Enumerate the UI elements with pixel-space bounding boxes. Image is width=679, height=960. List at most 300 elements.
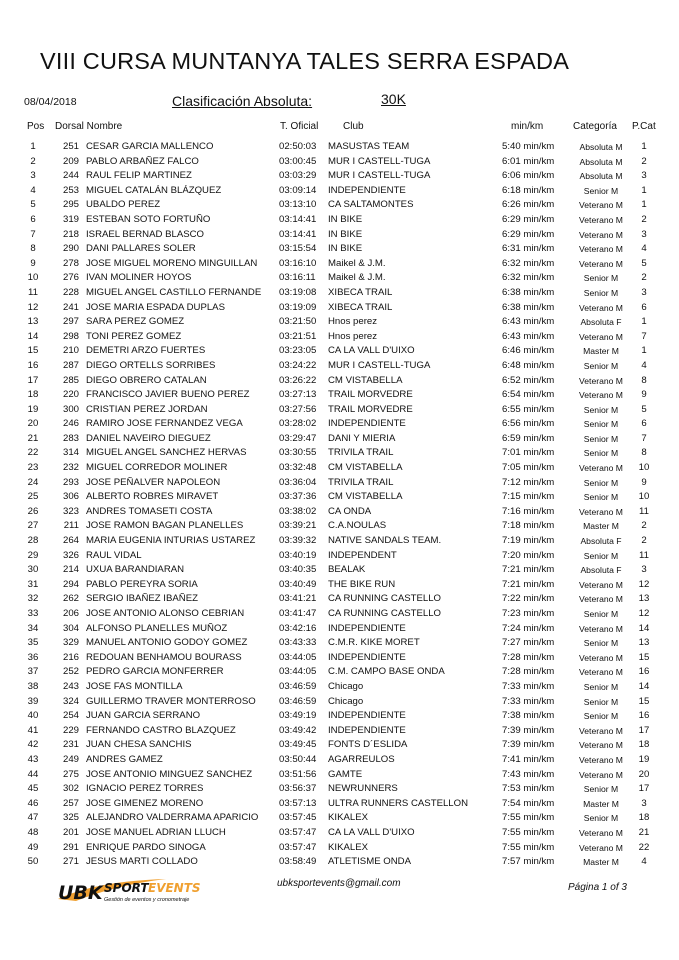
result-time: 03:38:02 bbox=[279, 505, 317, 517]
result-time: 03:14:41 bbox=[279, 228, 317, 240]
result-time: 03:39:21 bbox=[279, 520, 317, 532]
result-bib: 246 bbox=[62, 418, 79, 430]
result-name: FRANCISCO JAVIER BUENO PEREZ bbox=[86, 389, 250, 401]
result-category: Senior M bbox=[583, 638, 619, 649]
result-position: 32 bbox=[27, 593, 39, 605]
column-header-club: Club bbox=[343, 121, 364, 132]
table-row bbox=[0, 140, 679, 155]
result-club: INDEPENDIENTE bbox=[328, 184, 406, 196]
table-row bbox=[0, 797, 679, 812]
result-name: JOSE GIMENEZ MORENO bbox=[86, 797, 204, 809]
result-category: Senior M bbox=[583, 419, 619, 430]
column-header-dorsal-name: Dorsal Nombre bbox=[55, 121, 123, 132]
result-category: Master M bbox=[583, 346, 619, 357]
result-category-position: 3 bbox=[641, 170, 647, 182]
result-club: Maikel & J.M. bbox=[328, 272, 386, 284]
result-club: IN BIKE bbox=[328, 228, 363, 240]
column-header-pos: Pos bbox=[27, 121, 45, 132]
result-club: TRIVILA TRAIL bbox=[328, 476, 394, 488]
contact-email: ubksportevents@gmail.com bbox=[277, 878, 401, 889]
column-header-category: Categoría bbox=[573, 121, 617, 132]
result-bib: 276 bbox=[62, 272, 79, 284]
result-pace: 7:21 min/km bbox=[502, 564, 555, 576]
table-row bbox=[0, 811, 679, 826]
result-time: 03:46:59 bbox=[279, 695, 317, 707]
result-name: JOSE MANUEL ADRIAN LLUCH bbox=[86, 826, 226, 838]
result-time: 03:32:48 bbox=[279, 462, 317, 474]
result-position: 10 bbox=[27, 272, 39, 284]
classification-label: Clasificación Absoluta: bbox=[172, 93, 313, 109]
result-category-position: 17 bbox=[638, 783, 650, 795]
result-category-position: 3 bbox=[641, 286, 647, 298]
result-pace: 6:31 min/km bbox=[502, 243, 555, 255]
result-time: 03:50:44 bbox=[279, 753, 317, 765]
result-club: MASUSTAS TEAM bbox=[328, 141, 410, 152]
result-club: INDEPENDIENTE bbox=[328, 710, 406, 722]
result-category: Veterano M bbox=[579, 214, 623, 225]
result-name: IGNACIO PEREZ TORRES bbox=[86, 783, 204, 795]
result-position: 30 bbox=[27, 564, 39, 576]
result-category: Veterano M bbox=[579, 302, 623, 313]
result-pace: 6:26 min/km bbox=[502, 199, 555, 211]
result-position: 31 bbox=[27, 578, 39, 590]
result-pace: 6:52 min/km bbox=[502, 374, 555, 386]
result-category-position: 3 bbox=[641, 228, 647, 240]
result-name: ALBERTO ROBRES MIRAVET bbox=[86, 491, 219, 503]
result-time: 03:44:05 bbox=[279, 651, 317, 663]
result-club: TRAIL MORVEDRE bbox=[328, 403, 413, 415]
result-club: CA RUNNING CASTELLO bbox=[328, 608, 442, 619]
result-pace: 6:54 min/km bbox=[502, 389, 555, 401]
result-time: 03:49:19 bbox=[279, 710, 317, 722]
result-pace: 7:33 min/km bbox=[502, 695, 555, 707]
table-row bbox=[0, 359, 679, 374]
result-category-position: 12 bbox=[638, 608, 650, 619]
event-date: 08/04/2018 bbox=[24, 96, 77, 108]
result-category-position: 2 bbox=[641, 535, 647, 547]
result-bib: 249 bbox=[62, 753, 79, 765]
result-bib: 214 bbox=[62, 564, 79, 576]
table-row bbox=[0, 622, 679, 637]
result-position: 5 bbox=[30, 199, 36, 211]
result-category: Senior M bbox=[583, 185, 619, 196]
result-name: ENRIQUE PARDO SINOGA bbox=[86, 841, 206, 853]
result-pace: 7:05 min/km bbox=[502, 462, 555, 474]
result-name: CRISTIAN PEREZ JORDAN bbox=[86, 403, 208, 415]
result-pace: 6:01 min/km bbox=[502, 155, 555, 167]
result-time: 03:27:56 bbox=[279, 403, 317, 415]
result-position: 11 bbox=[28, 286, 38, 298]
result-time: 03:57:45 bbox=[279, 812, 317, 824]
result-club: XIBECA TRAIL bbox=[328, 301, 393, 313]
result-bib: 257 bbox=[62, 797, 79, 809]
result-category: Senior M bbox=[583, 448, 619, 459]
result-position: 47 bbox=[27, 812, 39, 824]
result-category: Senior M bbox=[583, 433, 619, 444]
result-category-position: 20 bbox=[638, 768, 650, 780]
result-bib: 275 bbox=[62, 768, 79, 780]
result-pace: 7:33 min/km bbox=[502, 680, 555, 692]
result-club: Chicago bbox=[328, 680, 364, 692]
result-club: IN BIKE bbox=[328, 243, 363, 255]
result-time: 03:36:04 bbox=[279, 476, 317, 488]
table-row bbox=[0, 271, 679, 286]
result-category: Senior M bbox=[583, 550, 619, 561]
result-category-position: 8 bbox=[641, 447, 647, 459]
table-row bbox=[0, 841, 679, 856]
result-pace: 7:01 min/km bbox=[502, 447, 555, 459]
result-category: Veterano M bbox=[579, 375, 623, 386]
result-club: CM VISTABELLA bbox=[328, 491, 403, 503]
result-bib: 302 bbox=[62, 783, 79, 795]
result-category-position: 16 bbox=[638, 666, 650, 678]
result-bib: 304 bbox=[62, 622, 79, 634]
table-row bbox=[0, 680, 679, 695]
logo-sport-text: SPORT bbox=[104, 881, 149, 895]
result-category: Veterano M bbox=[579, 769, 623, 780]
result-club: CM VISTABELLA bbox=[328, 374, 403, 386]
result-position: 16 bbox=[27, 359, 39, 371]
result-category: Absoluta M bbox=[579, 142, 623, 152]
result-category-position: 9 bbox=[641, 389, 647, 401]
result-category: Veterano M bbox=[579, 258, 623, 269]
result-position: 8 bbox=[30, 243, 36, 255]
result-bib: 243 bbox=[62, 680, 79, 692]
result-category: Absoluta M bbox=[579, 171, 623, 182]
result-bib: 283 bbox=[62, 432, 79, 444]
result-position: 41 bbox=[27, 724, 39, 736]
result-bib: 300 bbox=[62, 403, 79, 415]
result-position: 25 bbox=[27, 491, 39, 503]
table-row bbox=[0, 330, 679, 345]
result-time: 03:19:08 bbox=[279, 286, 317, 298]
result-position: 23 bbox=[27, 462, 39, 474]
result-time: 03:29:47 bbox=[279, 432, 317, 444]
result-club: C.A.NOULAS bbox=[328, 520, 387, 532]
result-time: 03:39:32 bbox=[279, 535, 317, 547]
result-category-position: 17 bbox=[638, 724, 650, 736]
result-pace: 7:21 min/km bbox=[502, 578, 555, 590]
column-header-pcat: P.Cat bbox=[632, 121, 656, 132]
result-time: 03:40:35 bbox=[279, 564, 317, 576]
result-time: 03:21:51 bbox=[279, 330, 317, 342]
result-bib: 253 bbox=[62, 184, 79, 196]
result-time: 03:16:11 bbox=[279, 272, 316, 284]
result-category: Senior M bbox=[583, 784, 619, 795]
result-pace: 6:18 min/km bbox=[502, 184, 555, 196]
result-position: 19 bbox=[27, 403, 39, 415]
result-bib: 295 bbox=[62, 199, 79, 211]
result-category: Veterano M bbox=[579, 390, 623, 401]
result-category-position: 19 bbox=[638, 753, 650, 765]
result-name: ALFONSO PLANELLES MUÑOZ bbox=[86, 622, 228, 634]
result-category: Absoluta M bbox=[579, 156, 623, 167]
result-bib: 228 bbox=[62, 286, 79, 298]
result-time: 03:09:14 bbox=[279, 184, 317, 196]
table-row bbox=[0, 446, 679, 461]
result-time: 03:14:41 bbox=[279, 213, 317, 225]
table-row bbox=[0, 315, 679, 330]
result-bib: 231 bbox=[62, 739, 79, 751]
result-time: 03:43:33 bbox=[279, 637, 317, 649]
result-name: IVAN MOLINER HOYOS bbox=[86, 272, 192, 284]
result-category-position: 3 bbox=[641, 564, 647, 576]
result-bib: 306 bbox=[62, 491, 79, 503]
result-position: 33 bbox=[27, 608, 39, 619]
result-club: KIKALEX bbox=[328, 841, 368, 853]
result-club: GAMTE bbox=[328, 768, 363, 780]
result-bib: 293 bbox=[62, 476, 79, 488]
result-category: Veterano M bbox=[579, 229, 623, 240]
result-name: MANUEL ANTONIO GODOY GOMEZ bbox=[86, 637, 248, 649]
result-position: 18 bbox=[27, 389, 39, 401]
result-category: Senior M bbox=[583, 711, 619, 722]
result-position: 44 bbox=[27, 768, 39, 780]
result-category: Veterano M bbox=[579, 740, 623, 751]
result-time: 03:37:36 bbox=[279, 491, 317, 503]
result-time: 03:44:05 bbox=[279, 666, 317, 678]
result-bib: 278 bbox=[62, 257, 79, 269]
result-bib: 209 bbox=[62, 155, 79, 167]
result-pace: 7:38 min/km bbox=[502, 710, 555, 722]
table-row bbox=[0, 782, 679, 797]
column-header-pace: min/km bbox=[511, 121, 544, 132]
result-name: PEDRO GARCIA MONFERRER bbox=[86, 666, 224, 678]
table-row bbox=[0, 476, 679, 491]
result-time: 03:03:29 bbox=[279, 170, 317, 182]
logo-ubk-text: UBK bbox=[58, 882, 103, 904]
result-time: 03:27:13 bbox=[279, 389, 317, 401]
result-time: 03:57:13 bbox=[279, 797, 317, 809]
result-category: Veterano M bbox=[579, 244, 623, 255]
result-pace: 7:53 min/km bbox=[502, 783, 555, 795]
result-name: ISRAEL BERNAD BLASCO bbox=[86, 228, 205, 240]
result-position: 3 bbox=[30, 170, 36, 182]
result-category: Veterano M bbox=[579, 827, 623, 838]
result-pace: 6:06 min/km bbox=[502, 170, 555, 182]
result-position: 34 bbox=[27, 622, 39, 634]
result-position: 39 bbox=[27, 695, 39, 707]
result-category-position: 8 bbox=[641, 374, 647, 386]
result-name: REDOUAN BENHAMOU BOURASS bbox=[86, 651, 242, 663]
result-category-position: 16 bbox=[638, 710, 650, 722]
table-row bbox=[0, 738, 679, 753]
result-bib: 324 bbox=[62, 695, 79, 707]
result-pace: 6:38 min/km bbox=[502, 301, 555, 313]
result-name: RAUL FELIP MARTINEZ bbox=[86, 170, 192, 182]
table-row bbox=[0, 709, 679, 724]
result-club: FONTS D´ESLIDA bbox=[328, 739, 408, 751]
result-category-position: 3 bbox=[641, 797, 647, 809]
result-bib: 210 bbox=[62, 345, 79, 357]
result-time: 03:41:21 bbox=[279, 593, 317, 605]
result-name: JOSE FAS MONTILLA bbox=[86, 680, 183, 692]
result-time: 03:19:09 bbox=[279, 301, 317, 313]
result-club: C.M. CAMPO BASE ONDA bbox=[328, 666, 445, 678]
result-category-position: 6 bbox=[641, 418, 647, 430]
result-category: Master M bbox=[583, 798, 619, 809]
table-row bbox=[0, 724, 679, 739]
result-name: JOSE PEÑALVER NAPOLEON bbox=[86, 476, 221, 488]
result-club: CM VISTABELLA bbox=[328, 462, 403, 474]
result-name: GUILLERMO TRAVER MONTERROSO bbox=[86, 695, 256, 707]
result-name: UBALDO PEREZ bbox=[86, 199, 161, 211]
result-position: 15 bbox=[27, 345, 39, 357]
result-time: 03:41:47 bbox=[279, 608, 317, 619]
result-pace: 6:29 min/km bbox=[502, 213, 555, 225]
result-pace: 5:40 min/km bbox=[502, 141, 555, 152]
result-pace: 7:55 min/km bbox=[502, 841, 555, 853]
result-club: MUR I CASTELL-TUGA bbox=[328, 170, 431, 182]
result-bib: 291 bbox=[62, 841, 79, 853]
result-time: 03:24:22 bbox=[279, 359, 317, 371]
result-category-position: 2 bbox=[641, 213, 647, 225]
result-club: ULTRA RUNNERS CASTELLON bbox=[328, 797, 469, 809]
result-category-position: 4 bbox=[641, 856, 647, 868]
result-name: JOSE ANTONIO MINGUEZ SANCHEZ bbox=[86, 768, 253, 780]
result-pace: 7:16 min/km bbox=[502, 505, 555, 517]
table-row bbox=[0, 228, 679, 243]
table-row bbox=[0, 592, 679, 607]
result-position: 43 bbox=[27, 753, 39, 765]
result-pace: 7:20 min/km bbox=[502, 549, 555, 561]
result-time: 03:23:05 bbox=[279, 345, 317, 357]
result-bib: 232 bbox=[62, 462, 79, 474]
result-position: 12 bbox=[27, 301, 39, 313]
result-pace: 6:43 min/km bbox=[502, 316, 555, 328]
result-name: SARA PEREZ GOMEZ bbox=[86, 316, 185, 328]
result-category: Veterano M bbox=[579, 652, 623, 663]
result-category: Veterano M bbox=[579, 842, 623, 853]
result-pace: 7:55 min/km bbox=[502, 826, 555, 838]
result-category-position: 10 bbox=[638, 491, 650, 503]
result-pace: 7:54 min/km bbox=[502, 797, 555, 809]
ubk-logo bbox=[56, 877, 204, 911]
result-name: JOSE MARIA ESPADA DUPLAS bbox=[86, 301, 225, 313]
result-name: MIGUEL CORREDOR MOLINER bbox=[86, 462, 228, 474]
result-club: IN BIKE bbox=[328, 213, 363, 225]
result-bib: 271 bbox=[62, 856, 79, 868]
result-position: 17 bbox=[27, 374, 39, 386]
result-position: 14 bbox=[27, 330, 39, 342]
table-row bbox=[0, 403, 679, 418]
table-row bbox=[0, 753, 679, 768]
result-name: ALEJANDRO VALDERRAMA APARICIO bbox=[86, 812, 259, 824]
result-name: SERGIO IBAÑEZ IBAÑEZ bbox=[86, 593, 198, 605]
table-row bbox=[0, 374, 679, 389]
result-time: 03:56:37 bbox=[279, 783, 317, 795]
result-name: TONI PEREZ GOMEZ bbox=[86, 330, 182, 342]
result-club: INDEPENDIENTE bbox=[328, 724, 406, 736]
result-category-position: 15 bbox=[638, 695, 650, 707]
results-table bbox=[0, 140, 679, 870]
result-club: ATLETISME ONDA bbox=[328, 856, 411, 868]
result-bib: 298 bbox=[62, 330, 79, 342]
page-number: Página 1 of 3 bbox=[568, 882, 627, 893]
result-club: CA LA VALL D'UIXO bbox=[328, 826, 415, 838]
result-bib: 285 bbox=[62, 374, 79, 386]
result-category-position: 1 bbox=[641, 141, 647, 152]
result-category-position: 2 bbox=[641, 272, 647, 284]
result-category-position: 5 bbox=[641, 403, 647, 415]
table-row bbox=[0, 344, 679, 359]
result-pace: 6:59 min/km bbox=[502, 432, 555, 444]
table-row bbox=[0, 578, 679, 593]
result-category-position: 10 bbox=[638, 462, 650, 474]
result-time: 03:16:10 bbox=[279, 257, 317, 269]
result-category: Senior M bbox=[583, 477, 619, 488]
result-pace: 6:32 min/km bbox=[502, 272, 555, 284]
result-club: TRIVILA TRAIL bbox=[328, 447, 394, 459]
result-name: ANDRES TOMASETI COSTA bbox=[86, 505, 213, 517]
result-pace: 6:46 min/km bbox=[502, 345, 555, 357]
result-category-position: 7 bbox=[641, 432, 647, 444]
result-category: Veterano M bbox=[579, 754, 623, 765]
result-name: JUAN CHESA SANCHIS bbox=[86, 739, 192, 751]
result-position: 9 bbox=[30, 257, 36, 269]
result-time: 03:13:10 bbox=[279, 199, 317, 211]
result-pace: 6:48 min/km bbox=[502, 359, 555, 371]
result-club: MUR I CASTELL-TUGA bbox=[328, 155, 431, 167]
result-category: Senior M bbox=[583, 492, 619, 503]
result-category: Senior M bbox=[583, 360, 619, 371]
table-row bbox=[0, 519, 679, 534]
result-time: 03:00:45 bbox=[279, 155, 317, 167]
result-position: 7 bbox=[30, 228, 36, 240]
result-club: INDEPENDIENTE bbox=[328, 651, 406, 663]
result-time: 03:46:59 bbox=[279, 680, 317, 692]
result-name: RAUL VIDAL bbox=[86, 549, 142, 561]
result-pace: 7:15 min/km bbox=[502, 491, 555, 503]
result-category: Senior M bbox=[583, 681, 619, 692]
result-category-position: 18 bbox=[638, 739, 650, 751]
result-position: 28 bbox=[27, 535, 39, 547]
result-bib: 297 bbox=[62, 316, 79, 328]
logo-tagline: Gestión de eventos y cronometraje bbox=[104, 897, 190, 903]
result-time: 03:40:49 bbox=[279, 578, 317, 590]
result-pace: 7:43 min/km bbox=[502, 768, 555, 780]
result-pace: 6:43 min/km bbox=[502, 330, 555, 342]
result-bib: 262 bbox=[62, 593, 79, 605]
result-category-position: 12 bbox=[638, 578, 650, 590]
result-category: Veterano M bbox=[579, 594, 623, 605]
result-time: 03:30:55 bbox=[279, 447, 317, 459]
result-category: Senior M bbox=[583, 404, 619, 415]
result-club: CA SALTAMONTES bbox=[328, 199, 414, 211]
table-row bbox=[0, 636, 679, 651]
result-position: 2 bbox=[30, 155, 36, 167]
result-pace: 7:19 min/km bbox=[502, 535, 555, 547]
result-position: 6 bbox=[30, 213, 36, 225]
result-bib: 323 bbox=[62, 505, 79, 517]
result-bib: 254 bbox=[62, 710, 79, 722]
result-club: INDEPENDENT bbox=[328, 549, 397, 561]
result-name: JOSE MIGUEL MORENO MINGUILLAN bbox=[86, 257, 258, 269]
result-name: RAMIRO JOSE FERNANDEZ VEGA bbox=[86, 418, 243, 430]
logo-events-text: EVENTS bbox=[148, 881, 201, 895]
column-header-time: T. Oficial bbox=[280, 121, 319, 132]
result-club: NATIVE SANDALS TEAM. bbox=[328, 535, 442, 547]
distance-label: 30K bbox=[381, 91, 406, 107]
table-row bbox=[0, 505, 679, 520]
result-name: JOSE RAMON BAGAN PLANELLES bbox=[86, 520, 244, 532]
result-time: 03:15:54 bbox=[279, 243, 317, 255]
result-category: Veterano M bbox=[579, 506, 623, 517]
result-name: PABLO PEREYRA SORIA bbox=[86, 578, 198, 590]
table-row bbox=[0, 388, 679, 403]
result-bib: 216 bbox=[62, 651, 79, 663]
table-row bbox=[0, 607, 679, 622]
